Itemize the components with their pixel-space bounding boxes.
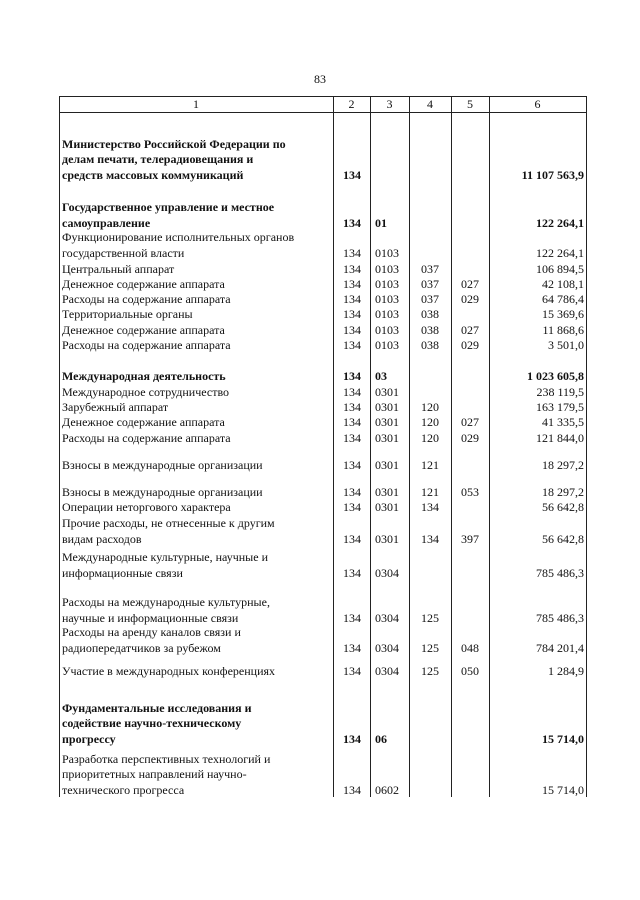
cell-name: Расходы на аренду каналов связи и радиопередатчиков за рубежом — [62, 625, 241, 655]
cell-amount: 15 369,6 — [542, 306, 584, 321]
cell-col2: 134 — [343, 322, 361, 337]
table-row — [59, 385, 587, 400]
cell-col3: 0103 — [375, 322, 399, 337]
cell-col4: 134 — [421, 499, 439, 514]
cell-col2: 134 — [343, 499, 361, 514]
cell-col3: 01 — [375, 215, 387, 230]
table-row — [59, 262, 587, 277]
cell-col2: 134 — [343, 731, 361, 746]
cell-name: Министерство Российской Федерации по делам печати, телерадиовещания и средств массовых коммуникаций — [62, 137, 286, 182]
cell-col2: 134 — [343, 384, 361, 399]
cell-col2: 134 — [343, 565, 361, 580]
cell-amount: 11 107 563,9 — [521, 167, 584, 182]
cell-col4: 038 — [421, 306, 439, 321]
cell-amount: 64 786,4 — [542, 291, 584, 306]
column-header: 4 — [427, 97, 433, 111]
cell-col4: 120 — [421, 430, 439, 445]
cell-col2: 134 — [343, 399, 361, 414]
cell-col2: 134 — [343, 610, 361, 625]
cell-name: Взносы в международные организации — [62, 484, 263, 499]
cell-col3: 0304 — [375, 565, 399, 580]
cell-amount: 56 642,8 — [542, 531, 584, 546]
cell-col4: 038 — [421, 337, 439, 352]
cell-col2: 134 — [343, 306, 361, 321]
cell-amount: 121 844,0 — [536, 430, 584, 445]
cell-col2: 134 — [343, 276, 361, 291]
cell-col4: 038 — [421, 322, 439, 337]
cell-amount: 122 264,1 — [536, 215, 584, 230]
cell-col5: 397 — [461, 531, 479, 546]
cell-name: Участие в международных конференциях — [62, 663, 276, 678]
cell-col3: 06 — [375, 731, 387, 746]
table-row — [59, 230, 587, 261]
cell-col5: 050 — [461, 663, 479, 678]
cell-col5: 029 — [461, 337, 479, 352]
table-row — [59, 323, 587, 338]
cell-col3: 0301 — [375, 430, 399, 445]
table-row — [59, 752, 587, 798]
cell-name: Зарубежный аппарат — [62, 399, 169, 414]
cell-amount: 3 501,0 — [548, 337, 584, 352]
cell-amount: 106 894,5 — [536, 261, 584, 276]
cell-col4: 037 — [421, 276, 439, 291]
cell-name: Расходы на содержание аппарата — [62, 430, 231, 445]
table-row — [59, 369, 587, 384]
cell-name: Фундаментальные исследования и содействие научно-техническому прогрессу — [62, 701, 252, 746]
cell-col2: 134 — [343, 291, 361, 306]
table-row — [59, 137, 587, 183]
cell-col3: 0301 — [375, 499, 399, 514]
cell-col2: 134 — [343, 663, 361, 678]
cell-col2: 134 — [343, 167, 361, 182]
cell-col3: 0304 — [375, 640, 399, 655]
page-number: 83 — [314, 72, 326, 86]
table-row — [59, 625, 587, 656]
cell-col5: 048 — [461, 640, 479, 655]
cell-col3: 0301 — [375, 399, 399, 414]
table-row — [59, 664, 587, 679]
cell-amount: 11 868,6 — [542, 322, 584, 337]
cell-amount: 785 486,3 — [536, 565, 584, 580]
table-row — [59, 431, 587, 446]
cell-col3: 0103 — [375, 245, 399, 260]
cell-amount: 122 264,1 — [536, 245, 584, 260]
cell-col5: 027 — [461, 276, 479, 291]
column-header: 6 — [534, 97, 541, 111]
cell-name: Взносы в международные организации — [62, 457, 263, 472]
cell-col3: 0103 — [375, 276, 399, 291]
table-row — [59, 200, 587, 231]
cell-col2: 134 — [343, 414, 361, 429]
cell-col2: 134 — [343, 245, 361, 260]
cell-col4: 125 — [421, 640, 439, 655]
cell-col4: 120 — [421, 399, 439, 414]
cell-col3: 0301 — [375, 531, 399, 546]
cell-col3: 0301 — [375, 414, 399, 429]
cell-col5: 029 — [461, 291, 479, 306]
table-row — [59, 338, 587, 353]
cell-col2: 134 — [343, 261, 361, 276]
table-row — [59, 550, 587, 581]
column-header: 2 — [348, 97, 355, 111]
cell-name: Денежное содержание аппарата — [62, 322, 225, 337]
column-header: 5 — [467, 97, 473, 111]
cell-col3: 0304 — [375, 663, 399, 678]
column-header: 1 — [193, 97, 199, 111]
cell-name: Расходы на содержание аппарата — [62, 337, 231, 352]
cell-name: Территориальные органы — [62, 306, 193, 321]
cell-col2: 134 — [343, 337, 361, 352]
cell-amount: 18 297,2 — [542, 484, 584, 499]
cell-name: Международное сотрудничество — [62, 384, 230, 399]
cell-col4: 120 — [421, 414, 439, 429]
cell-col2: 134 — [343, 531, 361, 546]
cell-col5: 027 — [461, 414, 479, 429]
cell-col4: 125 — [421, 610, 439, 625]
cell-name: Государственное управление и местное самоуправление — [62, 200, 275, 230]
cell-col3: 0301 — [375, 384, 399, 399]
cell-col5: 027 — [461, 322, 479, 337]
table-row — [59, 277, 587, 292]
cell-col3: 0103 — [375, 261, 399, 276]
cell-name: Прочие расходы, не отнесенные к другим видам расходов — [62, 516, 275, 546]
table-row — [59, 458, 587, 473]
cell-name: Операции неторгового характера — [62, 499, 231, 514]
cell-amount: 15 714,0 — [542, 782, 584, 797]
cell-col5: 029 — [461, 430, 479, 445]
table-row — [59, 500, 587, 515]
cell-amount: 163 179,5 — [536, 399, 584, 414]
cell-col3: 0103 — [375, 306, 399, 321]
cell-col2: 134 — [343, 457, 361, 472]
cell-col3: 03 — [375, 368, 387, 383]
cell-col2: 134 — [343, 430, 361, 445]
cell-col4: 134 — [421, 531, 439, 546]
cell-amount: 784 201,4 — [536, 640, 584, 655]
cell-amount: 42 108,1 — [542, 276, 584, 291]
cell-amount: 18 297,2 — [542, 457, 584, 472]
cell-amount: 785 486,3 — [536, 610, 584, 625]
cell-amount: 41 335,5 — [542, 414, 584, 429]
cell-col3: 0103 — [375, 291, 399, 306]
cell-amount: 238 119,5 — [536, 384, 584, 399]
cell-col2: 134 — [343, 484, 361, 499]
cell-col3: 0304 — [375, 610, 399, 625]
cell-col2: 134 — [343, 640, 361, 655]
table-row — [59, 307, 587, 322]
cell-name: Расходы на содержание аппарата — [62, 291, 231, 306]
cell-col3: 0301 — [375, 484, 399, 499]
column-header: 3 — [386, 97, 393, 111]
cell-col4: 037 — [421, 261, 439, 276]
table-row — [59, 595, 587, 626]
cell-name: Международная деятельность — [62, 368, 226, 383]
cell-name: Расходы на международные культурные, научные и информационные связи — [62, 595, 270, 625]
header-bottom-border — [59, 112, 587, 113]
cell-col2: 134 — [343, 215, 361, 230]
cell-name: Денежное содержание аппарата — [62, 414, 225, 429]
cell-name: Международные культурные, научные и информационные связи — [62, 550, 268, 580]
cell-name: Центральный аппарат — [62, 261, 175, 276]
cell-amount: 56 642,8 — [542, 499, 584, 514]
cell-col2: 134 — [343, 368, 361, 383]
table-row — [59, 701, 587, 747]
cell-col5: 053 — [461, 484, 479, 499]
cell-amount: 15 714,0 — [542, 731, 584, 746]
table-row — [59, 485, 587, 500]
cell-amount: 1 023 605,8 — [527, 368, 584, 383]
table-row — [59, 292, 587, 307]
cell-col4: 125 — [421, 663, 439, 678]
table-row — [59, 516, 587, 547]
cell-col3: 0103 — [375, 337, 399, 352]
cell-col4: 121 — [421, 457, 439, 472]
cell-col3: 0301 — [375, 457, 399, 472]
cell-name: Функционирование исполнительных органов государственной власти — [62, 230, 295, 260]
cell-name: Денежное содержание аппарата — [62, 276, 225, 291]
cell-col2: 134 — [343, 782, 361, 797]
table-row — [59, 400, 587, 415]
cell-amount: 1 284,9 — [548, 663, 584, 678]
cell-col4: 037 — [421, 291, 439, 306]
cell-col4: 121 — [421, 484, 439, 499]
table-row — [59, 415, 587, 430]
cell-col3: 0602 — [375, 782, 399, 797]
cell-name: Разработка перспективных технологий и приоритетных направлений научно- технического прогресса — [62, 752, 271, 797]
budget-table — [59, 96, 587, 797]
